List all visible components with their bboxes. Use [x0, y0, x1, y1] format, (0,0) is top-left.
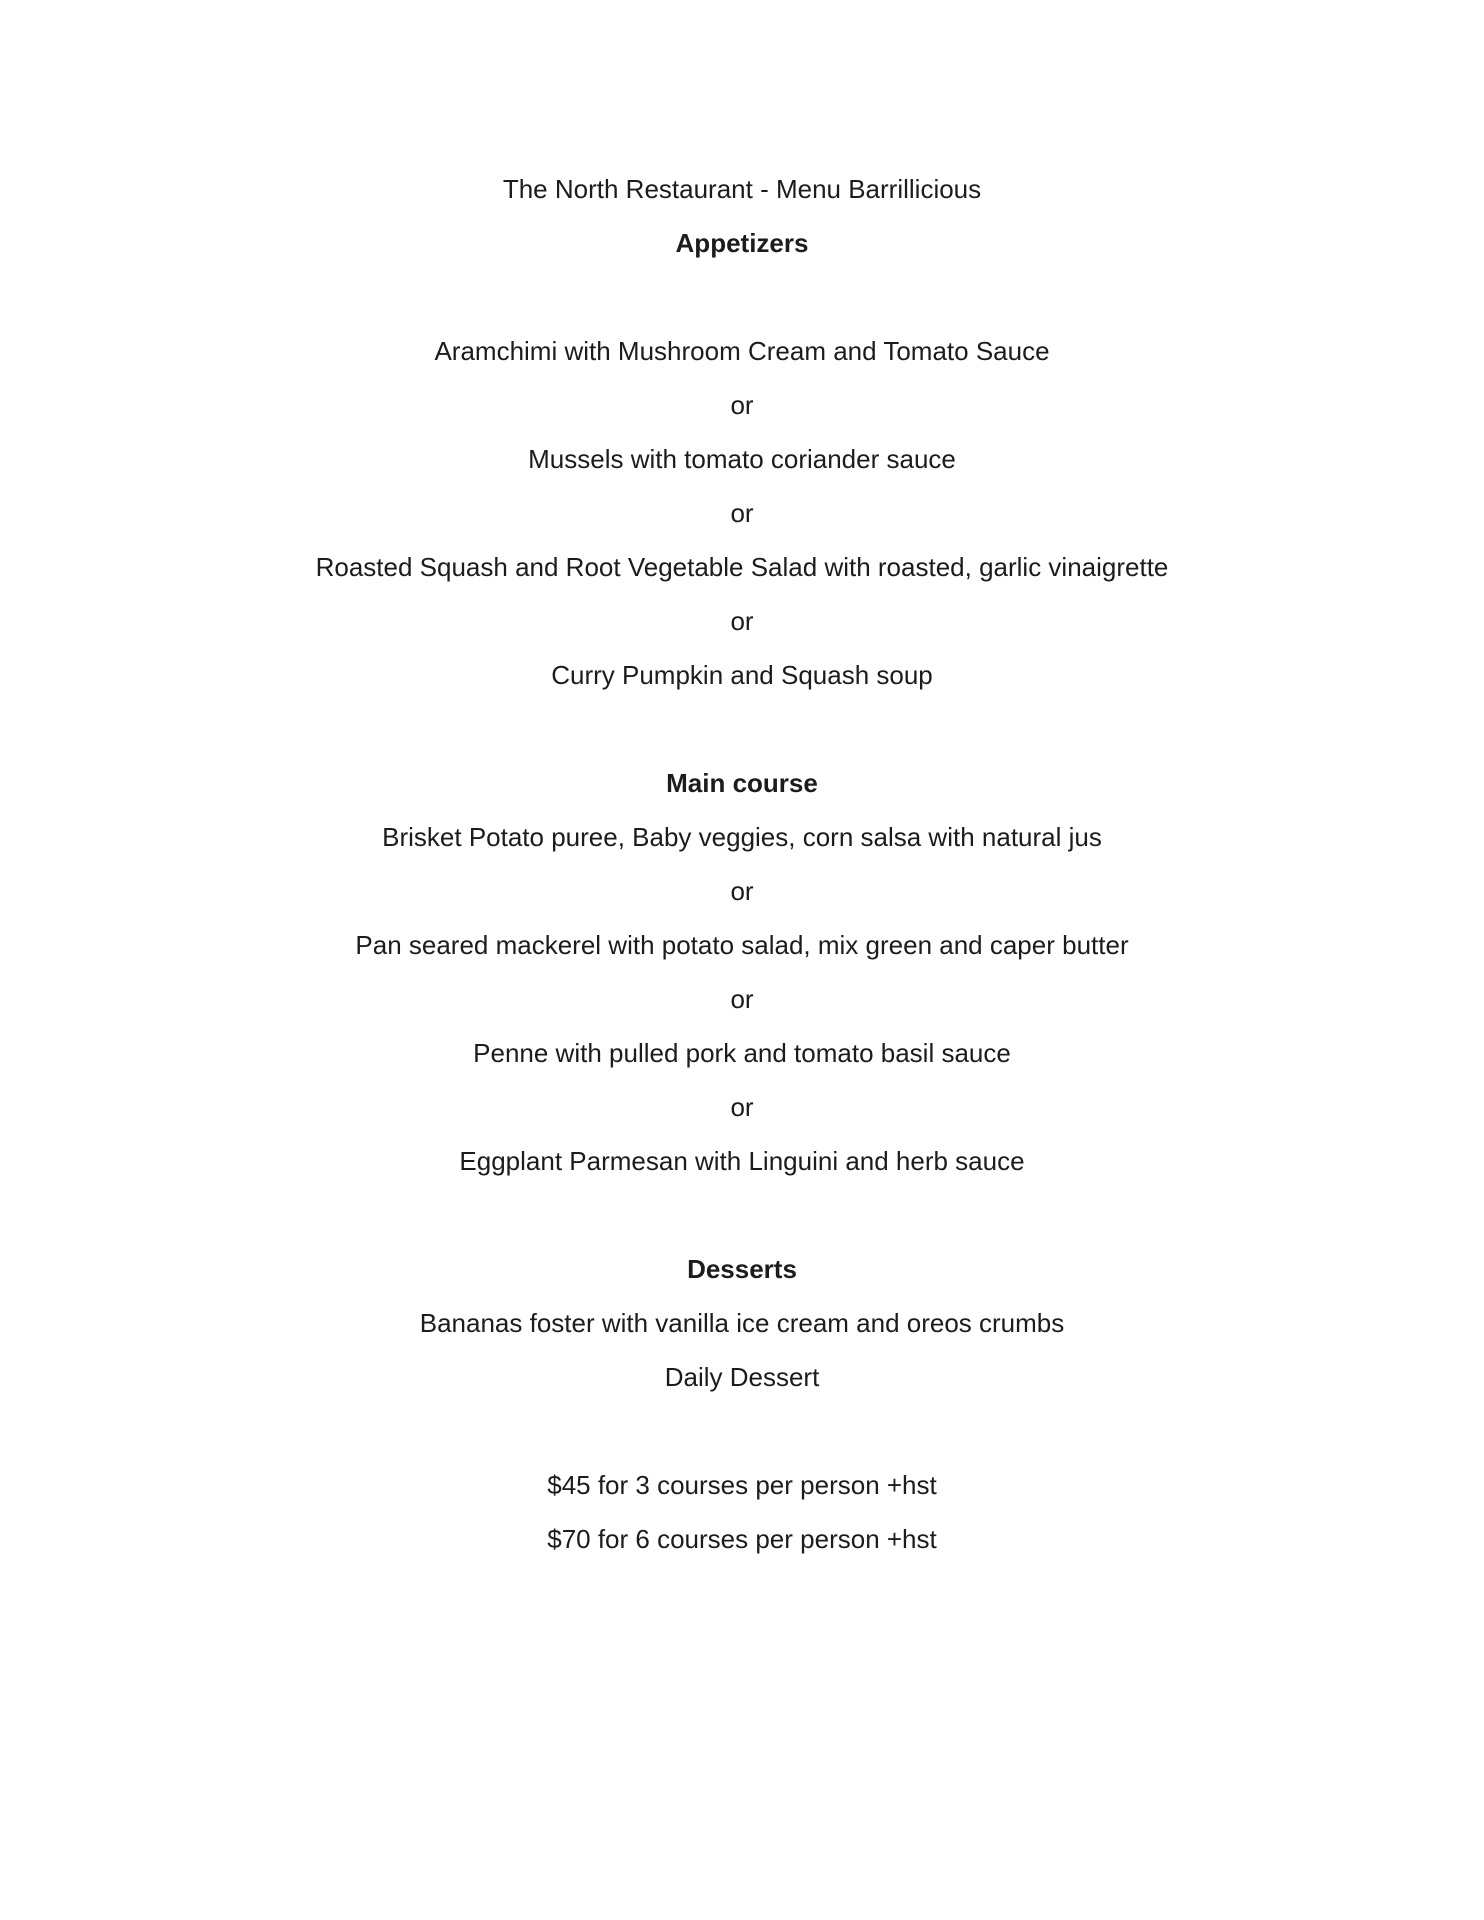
or-separator: or: [730, 1092, 754, 1122]
menu-item: Daily Dessert: [664, 1362, 820, 1392]
or-separator: or: [730, 498, 754, 528]
menu-item: Penne with pulled pork and tomato basil sauce: [473, 1038, 1011, 1068]
or-separator: or: [730, 606, 754, 636]
price-line-6-courses: $70 for 6 courses per person +hst: [547, 1524, 937, 1554]
blank-line: [92, 702, 1392, 756]
document-title: The North Restaurant - Menu Barrillicious: [502, 174, 982, 204]
section-heading-desserts: Desserts: [687, 1254, 797, 1284]
or-separator: or: [730, 876, 754, 906]
or-separator: or: [730, 984, 754, 1014]
price-line-3-courses: $45 for 3 courses per person +hst: [547, 1470, 937, 1500]
blank-line: [92, 1404, 1392, 1458]
menu-item: Curry Pumpkin and Squash soup: [551, 660, 933, 690]
menu-document: [92, 162, 1392, 1566]
section-heading-main-course: Main course: [666, 768, 818, 798]
menu-item: Pan seared mackerel with potato salad, mix green and caper butter: [355, 930, 1129, 960]
blank-line: [92, 270, 1392, 324]
blank-line: [92, 1188, 1392, 1242]
menu-item: Bananas foster with vanilla ice cream and oreos crumbs: [419, 1308, 1065, 1338]
section-heading-appetizers: Appetizers: [675, 228, 809, 258]
menu-item: Eggplant Parmesan with Linguini and herb sauce: [459, 1146, 1025, 1176]
menu-item: Brisket Potato puree, Baby veggies, corn salsa with natural jus: [382, 822, 1102, 852]
menu-item: Mussels with tomato coriander sauce: [528, 444, 956, 474]
or-separator: or: [730, 390, 754, 420]
menu-item: Roasted Squash and Root Vegetable Salad with roasted, garlic vinaigrette: [315, 552, 1169, 582]
menu-item: Aramchimi with Mushroom Cream and Tomato Sauce: [434, 336, 1050, 366]
